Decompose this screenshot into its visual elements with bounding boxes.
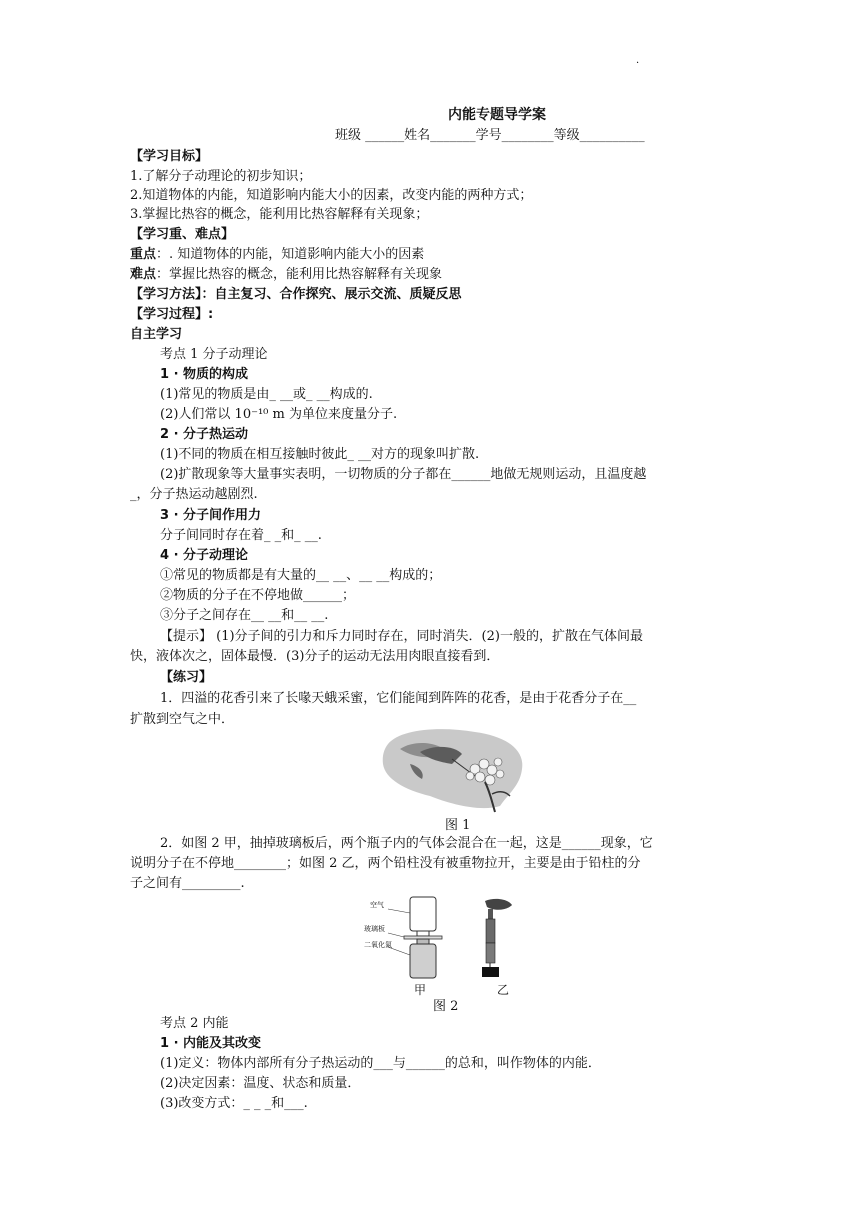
- label-glass-plate: 玻璃板: [364, 925, 385, 933]
- tip-text: 快，液体次之，固体最慢．(3)分子的运动无法用肉眼直接看到．: [130, 649, 500, 664]
- kp1-text: ①常见的物质都是有大量的__ __、__ __构成的；: [160, 568, 442, 583]
- kp1-text: ③分子之间存在__ __和__ __.: [160, 608, 329, 623]
- kp1-subtitle: 3 · 分子间作用力: [160, 508, 262, 523]
- goal-item: 1.了解分子动理论的初步知识；: [130, 169, 312, 184]
- kp2-title: 考点 2 内能: [160, 1016, 229, 1031]
- figure-1-image: [380, 724, 530, 814]
- practice-heading: 【练习】: [160, 670, 213, 685]
- kp1-text: (1)不同的物质在相互接触时彼此_ __对方的现象叫扩散.: [160, 447, 480, 462]
- kp1-subtitle: 2 · 分子热运动: [160, 427, 249, 442]
- kp1-text: (2)扩散现象等大量事实表明，一切物质的分子都在______地做无规则运动，且温度越: [160, 467, 647, 482]
- difficulty-text: ：掌握比热容的概念，能利用比热容解释有关现象: [156, 267, 443, 282]
- figure-2-image: [360, 895, 540, 985]
- label-no2: 二氧化氮: [364, 941, 392, 949]
- tip-text: 【提示】 (1)分子间的引力和斥力同时存在，同时消失．(2)一般的，扩散在气体间最: [160, 629, 643, 644]
- kp1-text: (1)常见的物质是由_ __或_ __构成的.: [160, 387, 373, 402]
- kp2-text: (3)改变方式：_ _ _和___.: [160, 1096, 308, 1111]
- kp1-text: 分子间同时存在着_ _和_ __.: [160, 528, 322, 543]
- kp1-title: 考点 1 分子动理论: [160, 347, 268, 362]
- key-point-line: [130, 246, 424, 264]
- method-line: 【学习方法】：自主复习、合作探究、展示交流、质疑反思: [130, 287, 462, 302]
- kp1-text: _，分子热运动越剧烈.: [130, 487, 258, 502]
- question-1-cont: 扩散到空气之中．: [130, 712, 235, 727]
- figure-2-caption: 图 2: [433, 999, 459, 1014]
- process-heading: 【学习过程】:: [130, 307, 214, 322]
- kp1-text: ②物质的分子在不停地做______；: [160, 588, 356, 603]
- question-2: 2．如图 2 甲，抽掉玻璃板后，两个瓶子内的气体会混合在一起，这是______现象，它: [160, 836, 653, 851]
- kp2-subtitle: 1 · 内能及其改变: [160, 1036, 262, 1051]
- document-title: 内能专题导学案: [448, 107, 546, 123]
- label-air: 空气: [370, 901, 384, 909]
- question-2-cont: 子之间有_________.: [130, 876, 245, 891]
- section-heading-goals: 【学习目标】: [130, 149, 209, 164]
- label-yi: 乙: [497, 983, 510, 997]
- kp1-subtitle: 1 · 物质的构成: [160, 367, 249, 382]
- kp2-text: (1)定义：物体内部所有分子热运动的___与______的总和，叫作物体的内能．: [160, 1056, 601, 1071]
- kp1-subtitle: 4 · 分子动理论: [160, 548, 249, 563]
- question-1: 1．四溢的花香引来了长喙天蛾采蜜，它们能闻到阵阵的花香，是由于花香分子在__: [160, 691, 637, 706]
- question-2-cont: 说明分子在不停地________；如图 2 乙，两个铅柱没有被重物拉开，主要是由于铅柱的分: [130, 856, 641, 871]
- student-info-line: 班级 ______姓名_______学号________等级__________: [335, 128, 645, 143]
- key-text: ：. 知道物体的内能，知道影响内能大小的因素: [156, 247, 425, 262]
- section-heading-key-points: 【学习重、难点】: [130, 227, 235, 242]
- goal-item: 3.掌握比热容的概念，能利用比热容解释有关现象；: [130, 207, 429, 222]
- kp1-text: (2)人们常以 10⁻¹⁰ m 为单位来度量分子.: [160, 407, 398, 422]
- kp2-text: (2)决定因素：温度、状态和质量．: [160, 1076, 361, 1091]
- label-jia: 甲: [414, 983, 427, 997]
- self-study-heading: 自主学习: [130, 327, 183, 342]
- goal-item: 2.知道物体的内能，知道影响内能大小的因素，改变内能的两种方式；: [130, 188, 533, 203]
- difficulty-line: [130, 266, 442, 284]
- difficulty-label: 难点: [130, 267, 157, 282]
- header-mark: ·: [636, 58, 640, 69]
- figure-1-caption: 图 1: [445, 818, 471, 833]
- key-label: 重点: [130, 247, 157, 262]
